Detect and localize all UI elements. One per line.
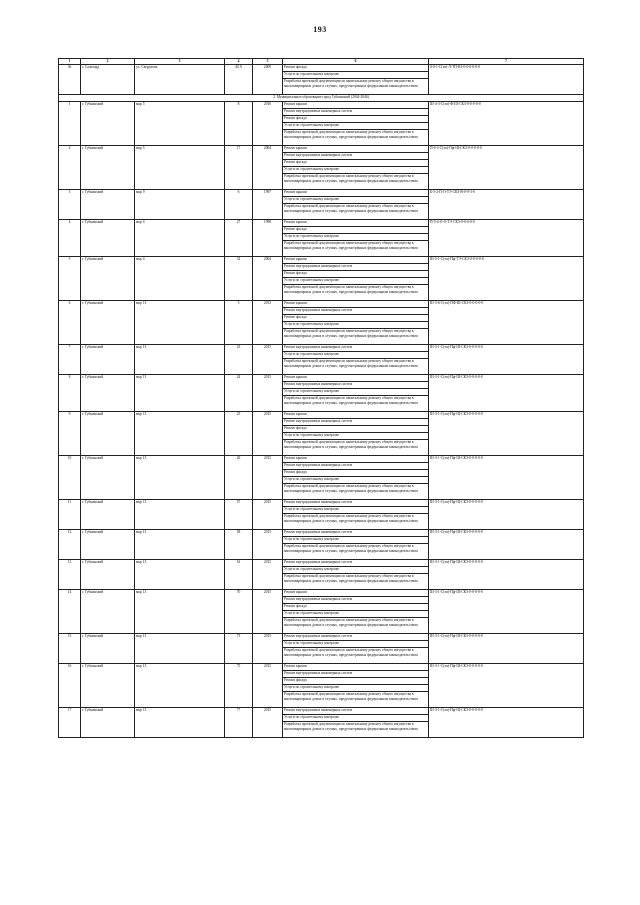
work-item: Ремонт крыши (283, 590, 429, 597)
work-item: Ремонт внутридомовых инженерных систем (283, 671, 429, 678)
work-item: Ремонт внутридомовых инженерных систем (283, 264, 429, 271)
work-item: Разработка проектной документации по капитальному ремонту общего имущества в многоквартирных домах в случаях, предусмотренных федеральным законодательством (283, 440, 429, 456)
house-cell: 24 (225, 375, 253, 412)
house-cell: 5 (225, 301, 253, 345)
row-number: 8 (59, 375, 81, 412)
table-row (59, 456, 584, 463)
street-cell: мкр 13 (135, 301, 225, 345)
row-number: 36 (59, 65, 81, 95)
table-row (59, 65, 584, 72)
work-item: Разработка проектной документации по капитальному ремонту общего имущества в многоквартирных домах в случаях, предусмотренных федеральным законодательством (283, 174, 429, 190)
work-item: Ремонт внутридомовых инженерных систем (283, 597, 429, 604)
year-cell: 1997 (253, 190, 283, 220)
table-row (59, 220, 584, 227)
row-number: 7 (59, 345, 81, 375)
city-cell: г. Губкинский (81, 345, 135, 375)
row-number: 11 (59, 500, 81, 530)
work-item: Ремонт крыши (283, 190, 429, 197)
work-item: Разработка проектной документации по капитальному ремонту общего имущества в многоквартирных домах в случаях, предусмотренных федеральным законодательством (283, 574, 429, 590)
code-cell: Ш-3-1-С(эп)-Пф-Ш-СКЗ-0-0-0-0-0 (429, 500, 584, 530)
year-cell: 2015 (253, 664, 283, 708)
city-cell: г. Губкинский (81, 375, 135, 412)
street-cell: мкр 13 (135, 634, 225, 664)
work-item: Ремонт крыши (283, 301, 429, 308)
table-body (59, 59, 584, 738)
street-cell: ул. Свердлова (135, 65, 225, 95)
house-cell: 77 (225, 708, 253, 738)
work-item: Ремонт крыши (283, 664, 429, 671)
house-cell: 40 А (225, 65, 253, 95)
work-item: Услуги по строительному контролю (283, 234, 429, 241)
work-item: Разработка проектной документации по капитальному ремонту общего имущества в многоквартирных домах в случаях, предусмотренных федеральным законодательством (283, 204, 429, 220)
row-number: 10 (59, 456, 81, 500)
street-cell: мкр 4 (135, 220, 225, 257)
city-cell: г. Губкинский (81, 590, 135, 634)
table-row (59, 257, 584, 264)
house-cell: 8 (225, 102, 253, 146)
row-number: 2 (59, 146, 81, 190)
work-item: Ремонт фасада (283, 271, 429, 278)
city-cell: г. Губкинский (81, 634, 135, 664)
work-item: Разработка проектной документации по капитальному ремонту общего имущества в многоквартирных домах в случаях, предусмотренных федеральным законодательством (283, 329, 429, 345)
street-cell: мкр 13 (135, 412, 225, 456)
city-cell: г. Губкинский (81, 220, 135, 257)
street-cell: мкр 4 (135, 257, 225, 301)
year-cell: 1998 (253, 220, 283, 257)
work-item: Разработка проектной документации по капитальному ремонту общего имущества в многоквартирных домах в случаях, предусмотренных федеральным законодательством (283, 618, 429, 634)
table-row (59, 190, 584, 197)
work-item: Разработка проектной документации по капитальному ремонту общего имущества в многоквартирных домах в случаях, предусмотренных федеральным законодательством (283, 484, 429, 500)
house-cell: 57 (225, 500, 253, 530)
work-item: Ремонт внутридомовых инженерных систем (283, 560, 429, 567)
work-item: Ремонт внутридомовых инженерных систем (283, 153, 429, 160)
city-cell: г. Губкинский (81, 708, 135, 738)
city-cell: г. Губкинский (81, 664, 135, 708)
year-cell: 2015 (253, 412, 283, 456)
row-number: 16 (59, 664, 81, 708)
row-number: 14 (59, 590, 81, 634)
work-item: Ремонт внутридомовых инженерных систем (283, 382, 429, 389)
house-cell: 6 (225, 190, 253, 220)
work-item: Ремонт крыши (283, 146, 429, 153)
row-number: 17 (59, 708, 81, 738)
table-row (59, 102, 584, 109)
column-number: 5 (253, 59, 283, 65)
work-item: Ремонт крыши (283, 412, 429, 419)
work-item: Ремонт фасада (283, 604, 429, 611)
work-item: Услуги по строительному контролю (283, 197, 429, 204)
house-cell: 26 (225, 456, 253, 500)
code-cell: П-6-3-С(эп)-Пф-Ш-СКЗ-0-0-0-0-0 (429, 146, 584, 190)
work-item: Разработка проектной документации по капитальному ремонту общего имущества в многоквартирных домах в случаях, предусмотренных федеральным законодательством (283, 514, 429, 530)
code-cell: 0-0-1-С(эп)-Л-ТП-КЗ-0-0-0-0-0-0 (429, 65, 584, 95)
work-item: Разработка проектной документации по капитальному ремонту общего имущества в многоквартирных домах в случаях, предусмотренных федеральным законодательством (283, 79, 429, 95)
work-item: Ремонт внутридомовых инженерных систем (283, 109, 429, 116)
year-cell: 2013 (253, 301, 283, 345)
work-item: Ремонт внутридомовых инженерных систем (283, 530, 429, 537)
column-number: 1 (59, 59, 81, 65)
work-item: Услуги по строительному контролю (283, 715, 429, 722)
house-cell: 17 (225, 146, 253, 190)
work-item: Ремонт крыши (283, 456, 429, 463)
city-cell: г. Губкинский (81, 190, 135, 220)
city-cell: г. Губкинский (81, 102, 135, 146)
city-cell: г. Губкинский (81, 560, 135, 590)
table-row (59, 664, 584, 671)
work-item: Разработка проектной документации по капитальному ремонту общего имущества в многоквартирных домах в случаях, предусмотренных федеральным законодательством (283, 544, 429, 560)
year-cell: 2015 (253, 590, 283, 634)
work-item: Ремонт внутридомовых инженерных систем (283, 463, 429, 470)
row-number: 4 (59, 220, 81, 257)
work-item: Услуги по строительному контролю (283, 477, 429, 484)
street-cell: мкр 9 (135, 190, 225, 220)
house-cell: 25 (225, 412, 253, 456)
work-item: Разработка проектной документации по капитальному ремонту общего имущества в многоквартирных домах в случаях, предусмотренных федеральным законодательством (283, 722, 429, 738)
table-row (59, 530, 584, 537)
work-item: Ремонт фасада (283, 678, 429, 685)
page-number: 193 (313, 25, 327, 34)
year-cell: 2004 (253, 257, 283, 301)
street-cell: мкр 13 (135, 500, 225, 530)
code-cell: Ш-3-1-С(эп)-Пф-Ш-СКЗ-0-0-0-0-0 (429, 708, 584, 738)
house-cell: 75 (225, 664, 253, 708)
table-row (59, 345, 584, 352)
table-row (59, 500, 584, 507)
work-item: Ремонт крыши (283, 102, 429, 109)
code-cell: Ш-4-3-С(эп)-Ф-Ш-СКЗ-0-0-0-0-0 (429, 102, 584, 146)
work-item: Ремонт внутридомовых инженерных систем (283, 634, 429, 641)
house-cell: 70 (225, 590, 253, 634)
house-cell: 23 (225, 345, 253, 375)
house-cell: 73 (225, 634, 253, 664)
year-cell: 2015 (253, 634, 283, 664)
year-cell: 2015 (253, 345, 283, 375)
row-number: 6 (59, 301, 81, 345)
table-row (59, 146, 584, 153)
work-item: Разработка проектной документации по капитальному ремонту общего имущества в многоквартирных домах в случаях, предусмотренных федеральным законодательством (283, 130, 429, 146)
column-number: 3 (135, 59, 225, 65)
work-item: Ремонт внутридомовых инженерных систем (283, 345, 429, 352)
table-row (59, 412, 584, 419)
work-item: Услуги по строительному контролю (283, 507, 429, 514)
table-row (59, 301, 584, 308)
work-item: Ремонт фасада (283, 116, 429, 123)
code-cell: Ш-3-1-С(эп)-Пф-Ш-СКЗ-0-0-0-0-0 (429, 590, 584, 634)
row-number: 12 (59, 530, 81, 560)
street-cell: мкр 13 (135, 375, 225, 412)
year-cell: 2015 (253, 708, 283, 738)
work-item: Разработка проектной документации по капитальному ремонту общего имущества в многоквартирных домах в случаях, предусмотренных федеральным законодательством (283, 692, 429, 708)
work-item: Разработка проектной документации по капитальному ремонту общего имущества в многоквартирных домах в случаях, предусмотренных федеральным законодательством (283, 359, 429, 375)
work-item: Ремонт крыши (283, 257, 429, 264)
row-number: 1 (59, 102, 81, 146)
code-cell: Ш-3-1-С(эп)-Пф-Ш-СКЗ-0-0-0-0-0 (429, 412, 584, 456)
row-number: 15 (59, 634, 81, 664)
work-item: Ремонт крыши (283, 375, 429, 382)
street-cell: мкр 5 (135, 102, 225, 146)
row-number: 3 (59, 190, 81, 220)
city-cell: г. Губкинский (81, 456, 135, 500)
work-item: Ремонт фасада (283, 315, 429, 322)
work-item: Услуги по строительному контролю (283, 72, 429, 79)
row-number: 5 (59, 257, 81, 301)
work-item: Ремонт фасада (283, 227, 429, 234)
year-cell: 2015 (253, 560, 283, 590)
year-cell: 2015 (253, 500, 283, 530)
table-row (59, 375, 584, 382)
city-cell: г. Губкинский (81, 257, 135, 301)
work-item: Услуги по строительному контролю (283, 567, 429, 574)
work-item: Ремонт внутридомовых инженерных систем (283, 500, 429, 507)
work-item: Услуги по строительному контролю (283, 278, 429, 285)
street-cell: мкр 13 (135, 456, 225, 500)
street-cell: мкр 13 (135, 345, 225, 375)
house-cell: 27 (225, 220, 253, 257)
works-table (58, 58, 584, 738)
code-cell: Ш-3-1-С(эп)-Пф-Ш-СКЗ-0-0-0-0-0 (429, 530, 584, 560)
code-cell: Ш-3-6-С(эп)-ПФ-Ш-СКЗ-0-0-0-0-0 (429, 301, 584, 345)
work-item: Услуги по строительному контролю (283, 641, 429, 648)
row-number: 9 (59, 412, 81, 456)
work-item: Услуги по строительному контролю (283, 167, 429, 174)
column-number: 4 (225, 59, 253, 65)
code-cell: Ш-3-1-С(эп)-Пф-Ш-СКЗ-0-0-0-0-0 (429, 560, 584, 590)
table-row (59, 590, 584, 597)
year-cell: 2015 (253, 375, 283, 412)
work-item: Услуги по строительному контролю (283, 433, 429, 440)
year-cell: 2015 (253, 456, 283, 500)
column-number: 2 (81, 59, 135, 65)
house-cell: 32 (225, 257, 253, 301)
work-item: Разработка проектной документации по капитальному ремонту общего имущества в многоквартирных домах в случаях, предусмотренных федеральным законодательством (283, 285, 429, 301)
work-item: Ремонт внутридомовых инженерных систем (283, 308, 429, 315)
work-item: Разработка проектной документации по капитальному ремонту общего имущества в многоквартирных домах в случаях, предусмотренных федеральным законодательством (283, 241, 429, 257)
code-cell: Ш-3-1-С(эп)-Пф-Ш-СКЗ-0-0-0-0-0 (429, 375, 584, 412)
table-row (59, 634, 584, 641)
city-cell: г. Губкинский (81, 530, 135, 560)
section-title: 2. Муниципальное образование город Губкинский (2044-2046) (59, 95, 584, 102)
table-row (59, 708, 584, 715)
code-cell: Ш-3-1-С(эп)-Пф-Ш-СКЗ-0-0-0-0-0 (429, 634, 584, 664)
house-cell: 61 (225, 560, 253, 590)
city-cell: г. Губкинский (81, 412, 135, 456)
city-cell: г. Салехард (81, 65, 135, 95)
code-cell: П-5-4-О-О-ТЭ-СКЗ-0-0-0-0-0 (429, 220, 584, 257)
work-item: Разработка проектной документации по капитальному ремонту общего имущества в многоквартирных домах в случаях, предусмотренных федеральным законодательством (283, 648, 429, 664)
street-cell: мкр 5 (135, 146, 225, 190)
work-item: Ремонт фасада (283, 160, 429, 167)
work-item: Услуги по строительному контролю (283, 123, 429, 130)
street-cell: мкр 13 (135, 530, 225, 560)
year-cell: 2009 (253, 65, 283, 95)
work-item: Услуги по строительному контролю (283, 611, 429, 618)
work-item: Ремонт внутридомовых инженерных систем (283, 708, 429, 715)
code-cell: Б-5-2-П-О-ТЭ-СКЗ-В-0-0-3-0 (429, 190, 584, 220)
code-cell: Ш-3-1-С(эп)-Пф-Ш-СКЗ-0-0-0-0-0 (429, 345, 584, 375)
street-cell: мкр 13 (135, 590, 225, 634)
work-item: Услуги по строительному контролю (283, 322, 429, 329)
code-cell: Ш-5-1-С(эп)-Пф-ТЭ-СКЗ-0-0-0-0-0 (429, 257, 584, 301)
section-row (59, 95, 584, 102)
work-item: Услуги по строительному контролю (283, 389, 429, 396)
work-item: Ремонт фасада (283, 470, 429, 477)
work-item: Ремонт внутридомовых инженерных систем (283, 419, 429, 426)
column-number: 6 (283, 59, 429, 65)
row-number: 13 (59, 560, 81, 590)
code-cell: Ш-3-1-С(эп)-Пф-Ш-СКЗ-0-0-0-0-0 (429, 456, 584, 500)
year-cell: 2004 (253, 146, 283, 190)
year-cell: 2015 (253, 530, 283, 560)
table-row (59, 560, 584, 567)
work-item: Услуги по строительному контролю (283, 352, 429, 359)
column-number: 7 (429, 59, 584, 65)
work-item: Услуги по строительному контролю (283, 537, 429, 544)
year-cell: 2016 (253, 102, 283, 146)
house-cell: 58 (225, 530, 253, 560)
code-cell: Ш-3-1-С(эп)-Пф-Ш-СКЗ-0-0-0-0-0 (429, 664, 584, 708)
street-cell: мкр 13 (135, 560, 225, 590)
street-cell: мкр 13 (135, 708, 225, 738)
city-cell: г. Губкинский (81, 146, 135, 190)
work-item: Ремонт крыши (283, 220, 429, 227)
work-item: Услуги по строительному контролю (283, 685, 429, 692)
work-item: Ремонт фасада (283, 426, 429, 433)
city-cell: г. Губкинский (81, 301, 135, 345)
work-item: Ремонт фасада (283, 65, 429, 72)
work-item: Разработка проектной документации по капитальному ремонту общего имущества в многоквартирных домах в случаях, предусмотренных федеральным законодательством (283, 396, 429, 412)
street-cell: мкр 13 (135, 664, 225, 708)
city-cell: г. Губкинский (81, 500, 135, 530)
